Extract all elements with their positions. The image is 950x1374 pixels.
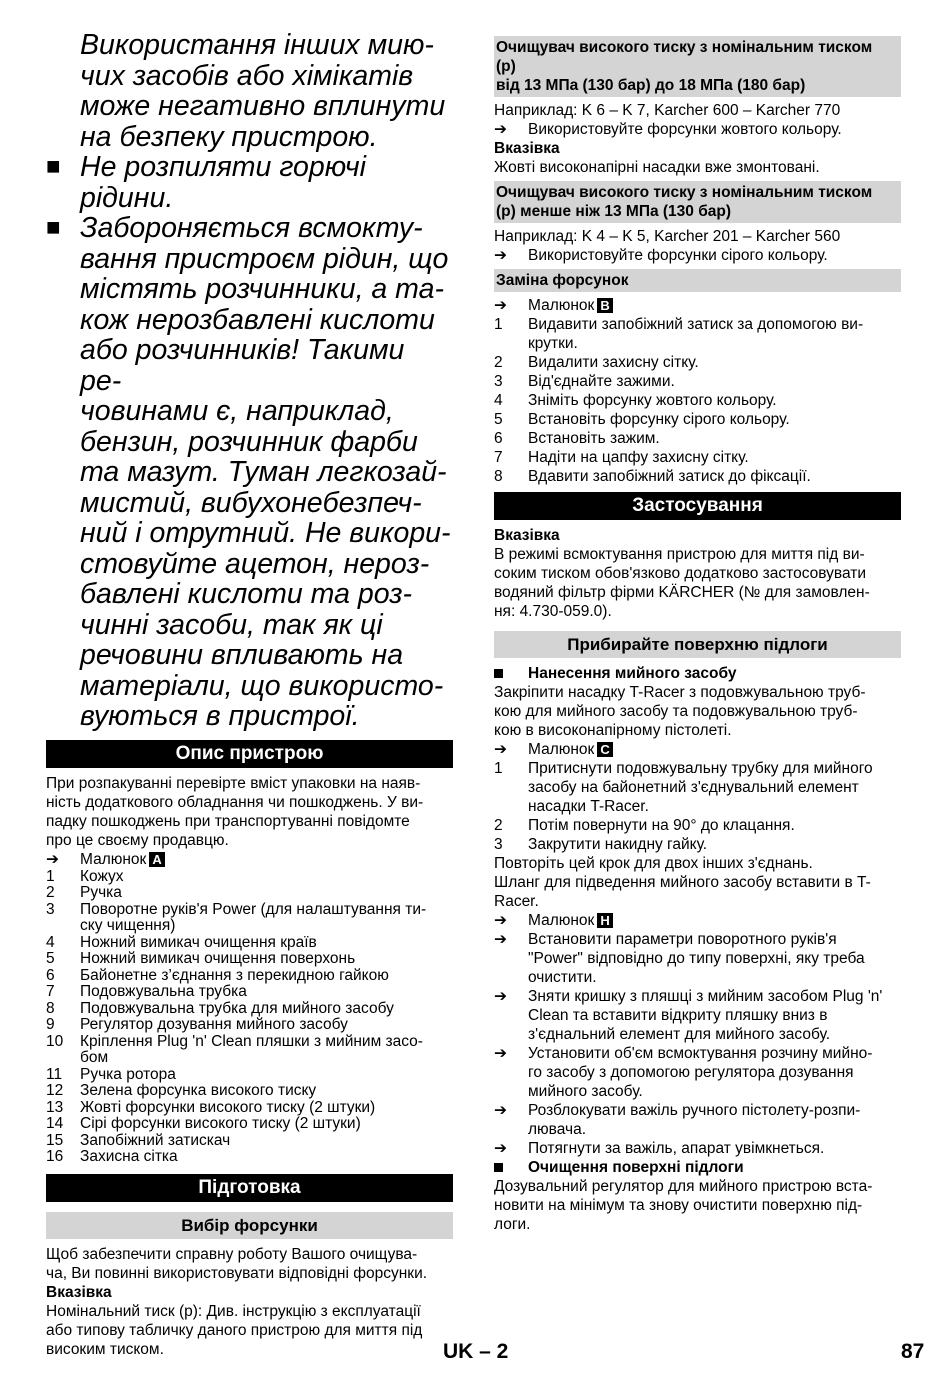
item-number: 6 (46, 966, 55, 984)
arrow-icon: ➔ (494, 1102, 507, 1119)
example-high: Наприклад: K 6 – K 7, Karcher 600 – Karcher 770 (494, 102, 841, 119)
item-text: Встановіть зажим. (528, 430, 660, 447)
item-number: 2 (494, 354, 503, 371)
arrow-icon: ➔ (494, 912, 507, 929)
figure-c-badge: C (597, 742, 612, 757)
list-item (46, 885, 453, 902)
note-label: Вказівка (494, 140, 560, 157)
figure-b-badge: B (597, 298, 612, 313)
figure-reference: ➔ Малюнок B (494, 296, 901, 315)
right-column (494, 36, 901, 1234)
warning-continuation (46, 30, 453, 152)
item-text: Ручка (80, 884, 122, 901)
item-text: Зелена форсунка високого тиску (80, 1082, 317, 1099)
figure-reference: ➔ Малюнок H (494, 911, 901, 930)
list-item: ➔ Потягнути за важіль, апарат увімкнеться. (494, 1140, 825, 1157)
list-item (494, 372, 901, 391)
item-number: 12 (46, 1082, 64, 1099)
list-item (46, 984, 453, 1001)
item-number: 11 (46, 1065, 63, 1083)
pressure-heading-low: Очищувач високого тиску з номінальним тиском (p) менше ніж 13 МПа (130 бар) (494, 181, 901, 223)
figure-h-badge: H (597, 913, 612, 928)
arrow-icon: ➔ (46, 850, 59, 868)
figure-reference: ➔ Малюнок C (494, 740, 901, 759)
bullet1-text: Закріпити насадку T-Racer з подовжувальною труб- кою для мийного засобу та подовжувальною труб- кою в високонапірному пістолеті. (494, 684, 866, 739)
item-number: 4 (46, 933, 55, 951)
action-yellow: ➔ Використовуйте форсунки жовтого кольору. (494, 121, 842, 138)
note-yellow: Жовті високонапірні насадки вже змонтовані. (494, 159, 820, 176)
item-text: Надіти на цапфу захисну сітку. (528, 449, 749, 466)
list-item (46, 1083, 453, 1100)
item-text: Регулятор дозування мийного засобу (80, 1016, 348, 1033)
list-item (494, 816, 901, 835)
list-item (46, 1100, 453, 1117)
item-text: Запобіжний затискач (80, 1131, 231, 1149)
nozzle-replacement-heading: Заміна форсунок (494, 269, 901, 292)
item-text: Встановіть форсунку сірого кольору. (528, 411, 790, 428)
subsection-heading-vybir: Вибір форсунки (46, 1212, 453, 1239)
item-text: Вдавити запобіжний затиск до фіксації. (528, 468, 811, 485)
list-item (46, 902, 453, 935)
square-bullet-icon: ■ (46, 214, 61, 241)
square-bullet-icon (494, 1163, 503, 1172)
item-text: Притиснути подовжувальну трубку для мийного засобу на байонетний з'єднувальний елемент насадки T-Racer. (528, 760, 873, 815)
item-text: Сірі форсунки високого тиску (2 штуки) (80, 1115, 361, 1132)
arrow-icon: ➔ (494, 247, 507, 264)
item-number: 16 (46, 1148, 64, 1165)
list-item (494, 353, 901, 372)
item-text: Видалити захисну сітку. (528, 354, 699, 371)
bullet2-text: Дозувальний регулятор для мийного пристрою вста- новити на мінімум та знову очистити поверхню під- логи. (494, 1178, 873, 1233)
item-text: Потім повернути на 90° до клацання. (528, 817, 795, 834)
item-text: Байонетне з’єднання з перекидною гайкою (80, 966, 389, 984)
item-text: Ручка ротора (80, 1065, 176, 1083)
list-item: ➔ Зняти кришку з пляшці з мийним засобом Plug 'n' Clean та вставити відкриту пляшку вниз в з'єднальний елемент для мийного засобу. (494, 988, 883, 1043)
item-number: 8 (494, 468, 503, 485)
vybir-text: Щоб забезпечити справну роботу Вашого очищува- ча, Ви повинні використовувати відповідні форсунки. (46, 1245, 428, 1282)
list-item (494, 467, 901, 486)
list-item (46, 968, 453, 985)
item-number: 14 (46, 1115, 64, 1132)
list-item: ➔ Встановити параметри поворотного руків'я "Power" відповідно до типу поверхні, яку треба очистити. (494, 931, 865, 986)
item-text: Подовжувальна трубка (80, 983, 247, 1000)
note-label: Вказівка (46, 1283, 112, 1301)
item-number: 8 (46, 999, 55, 1017)
item-number: 3 (494, 836, 503, 853)
list-item (494, 410, 901, 429)
item-number: 3 (46, 900, 55, 918)
list-item: ➔ Установити об'єм всмоктування розчину мийно- го засобу з допомогою регулятора дозування мийного засобу. (494, 1045, 873, 1100)
item-text: Від'єднайте зажими. (528, 373, 675, 390)
bullet-heading: Очищення поверхні підлоги (494, 1158, 901, 1177)
repeat-text: Повторіть цей крок для двох інших з'єднань. (494, 855, 813, 872)
list-item (46, 1116, 453, 1133)
steps-list-c (494, 759, 901, 854)
warning-item: ■ Не розпиляти горючі рідини. (46, 151, 366, 214)
arrow-icon: ➔ (494, 297, 507, 314)
item-number: 9 (46, 1016, 55, 1033)
item-number: 1 (494, 316, 503, 333)
item-number: 1 (46, 867, 55, 885)
item-number: 2 (46, 884, 55, 901)
example-low: Наприклад: K 4 – K 5, Karcher 201 – Karcher 560 (494, 228, 841, 245)
section-heading-opis: Опис пристрою (46, 740, 453, 768)
list-item (46, 1149, 453, 1166)
item-number: 7 (46, 983, 55, 1000)
list-item (494, 835, 901, 854)
hose-text: Шланг для підведення мийного засобу вставити в T- Racer. (494, 874, 871, 910)
item-number: 10 (46, 1032, 64, 1050)
list-item (46, 935, 453, 952)
list-item (494, 448, 901, 467)
item-number: 4 (494, 392, 503, 409)
item-text: Зніміть форсунку жовтого кольору. (528, 392, 777, 409)
item-text: Подовжувальна трубка для мийного засобу (80, 999, 394, 1017)
list-item (494, 429, 901, 448)
note-label: Вказівка (494, 527, 560, 544)
item-number: 5 (494, 411, 503, 428)
item-text: Ножний вимикач очищення поверхонь (80, 950, 356, 967)
arrow-icon: ➔ (494, 121, 507, 138)
item-number: 6 (494, 430, 503, 447)
steps-list-b (494, 315, 901, 486)
bullet-heading: Нанесення мийного засобу (494, 664, 901, 683)
section-heading-pidgotovka: Підготовка (46, 1174, 453, 1202)
arrow-icon: ➔ (494, 988, 507, 1005)
left-column (46, 30, 453, 1359)
item-text: Видавити запобіжний затиск за допомогою ви- крутки. (528, 316, 864, 352)
list-item (494, 391, 901, 410)
arrow-icon: ➔ (494, 1045, 507, 1062)
list-item (46, 951, 453, 968)
list-item (46, 1133, 453, 1150)
action-gray: ➔ Використовуйте форсунки сірого кольору. (494, 247, 828, 264)
item-text: Закрутити накидну гайку. (528, 836, 708, 853)
list-item (494, 759, 901, 816)
arrow-icon: ➔ (494, 1140, 507, 1157)
list-item: ➔ Розблокувати важіль ручного пістолету-розпи- лювача. (494, 1102, 861, 1138)
figure-reference: ➔ Малюнок A (46, 850, 453, 869)
actions-list-h (494, 930, 901, 1158)
square-bullet-icon: ■ (46, 153, 61, 180)
note-text: Номінальний тиск (p): Див. інструкцію з експлуатації або типову табличку даного пристрою для миття під високим тиском. (46, 1302, 423, 1358)
opis-text: При розпакуванні перевірте вміст упаковки на наяв- ність додаткового обладнання чи пошкоджень. У ви- падку пошкоджень при транспортуванні повідомте про це своєму продавцю. (46, 774, 424, 849)
item-number: 5 (46, 950, 55, 967)
item-text: Захисна сітка (80, 1148, 178, 1165)
arrow-icon: ➔ (494, 741, 507, 758)
parts-list (46, 869, 453, 1166)
item-number: 3 (494, 373, 503, 390)
warning-continuation-text: Використання інших мию- чих засобів або хімікатів може негативно вплинути на безпеку пристрою. (80, 29, 446, 153)
square-bullet-icon (494, 669, 503, 678)
note-filter-text: В режимі всмоктування пристрою для миття під ви- соким тиском обов'язково додатково застосовувати водяний фільтр фірми KÄRCHER (№ для замовлен- ня: 4.730-059.0). (494, 546, 870, 620)
warning-item: ■ Забороняється всмокту- вання пристроєм рідин, що містять розчинники, а та- кож нерозбавлені кислоти або розчинників! Такими ре- човинами є, наприклад, бензин, розчинник фарби та мазут. Туман легкозай- мистий, вибухонебезпеч- ний і отрутний. Не викори- стовуйте ацетон, нероз- бавлені кислоти та роз- чинні засоби, так як ці речовини впливають на матеріали, що використо- вуються в пристрої. (46, 212, 451, 732)
item-text: Кожух (80, 867, 124, 885)
section-heading-zastosuvannya: Застосування (494, 492, 901, 520)
item-number: 7 (494, 449, 503, 466)
list-item (46, 1001, 453, 1018)
item-number: 1 (494, 760, 503, 777)
list-item (46, 1067, 453, 1084)
list-item (46, 1034, 453, 1067)
list-item (46, 1017, 453, 1034)
item-number: 2 (494, 817, 503, 834)
item-text: Поворотне руків'я Power (для налаштування ти- ску чищення) (80, 900, 427, 934)
list-item (46, 869, 453, 886)
item-number: 15 (46, 1131, 64, 1149)
subsection-heading-prybyr: Прибирайте поверхню підлоги (494, 631, 901, 658)
figure-a-badge: A (149, 852, 164, 867)
item-number: 13 (46, 1098, 64, 1116)
list-item (494, 315, 901, 353)
item-text: Кріплення Plug 'n' Clean пляшки з мийним засо- бом (80, 1032, 423, 1066)
arrow-icon: ➔ (494, 931, 507, 948)
item-text: Жовті форсунки високого тиску (2 штуки) (80, 1098, 376, 1116)
footer-language-page: UK – 2 (443, 1340, 509, 1363)
item-text: Ножний вимикач очищення країв (80, 933, 317, 951)
page-number: 87 (901, 1340, 925, 1363)
pressure-heading-high: Очищувач високого тиску з номінальним тиском (p) від 13 МПа (130 бар) до 18 МПа (180 бар) (494, 36, 901, 97)
